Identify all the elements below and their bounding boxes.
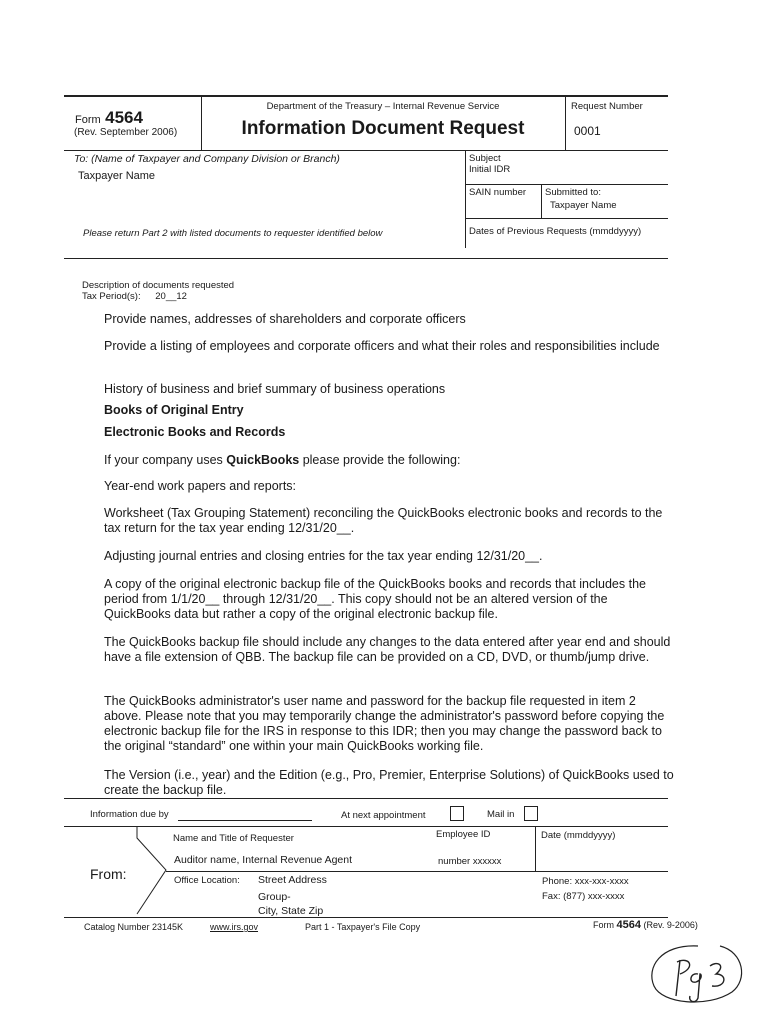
date-divider	[535, 826, 536, 871]
item-history	[104, 382, 674, 397]
mail-in-label: Mail in	[487, 809, 515, 820]
subject-bottom-rule	[465, 184, 668, 185]
item-adjusting-entries	[104, 549, 674, 564]
form-ref-num: 4564	[616, 919, 641, 931]
item-admin-password	[104, 694, 674, 754]
item-shareholders	[104, 312, 674, 327]
agency-name: Department of the Treasury – Internal Revenue Service	[266, 101, 500, 112]
due-top-rule	[64, 798, 668, 799]
item-text: Provide names, addresses of shareholders and corporate officers	[104, 312, 466, 326]
office-line-3: City, State Zip	[258, 905, 324, 917]
item-text: Provide a listing of employees and corporate officers and what their roles and responsibilities include	[104, 339, 660, 353]
item-text: Adjusting journal entries and closing entries for the tax year ending 12/31/20__.	[104, 549, 543, 563]
sain-divider	[541, 184, 542, 218]
form-title: Information Document Request	[241, 118, 525, 139]
tax-period-block	[82, 291, 187, 302]
info-due-label: Information due by	[90, 809, 169, 820]
from-bracket	[136, 826, 170, 918]
requester-value: Auditor name, Internal Revenue Agent	[174, 854, 353, 866]
tax-period-label: Tax Period(s):	[82, 291, 141, 302]
info-due-line	[178, 820, 312, 821]
item-year-end	[104, 479, 674, 494]
from-label: From:	[90, 866, 127, 882]
submitted-to-value: Taxpayer Name	[550, 200, 617, 211]
quickbooks-intro-post: please provide the following:	[299, 453, 461, 467]
item-text: Worksheet (Tax Grouping Statement) reconciling the QuickBooks electronic books and records to the tax return for the tax year ending 12/31/20__.	[104, 506, 663, 535]
subject-label: Subject	[469, 153, 501, 164]
employee-id-value: number xxxxxx	[438, 856, 502, 867]
tax-period-value: 20__12	[155, 291, 187, 302]
request-number-value: 0001	[574, 124, 601, 138]
requester-label: Name and Title of Requester	[173, 833, 294, 844]
from-mid-rule	[166, 871, 668, 872]
quickbooks-intro-pre: If your company uses	[104, 453, 227, 467]
submitted-to-label: Submitted to:	[545, 187, 601, 198]
next-appointment-label: At next appointment	[341, 810, 426, 821]
form-number: 4564	[105, 108, 143, 127]
item-text: Year-end work papers and reports:	[104, 479, 297, 493]
taxpayer-name: Taxpayer Name	[78, 170, 156, 182]
item-backup-changes	[104, 635, 674, 665]
office-label: Office Location:	[174, 875, 240, 886]
previous-requests-label: Dates of Previous Requests (mmddyyyy)	[469, 226, 642, 237]
item-employees	[104, 339, 674, 354]
return-note: Please return Part 2 with listed documents to requester identified below	[83, 228, 383, 239]
mail-in-checkbox[interactable]	[524, 806, 538, 821]
sain-label: SAIN number	[469, 187, 527, 198]
item-text: A copy of the original electronic backup file of the QuickBooks books and records that includes the period from 1/1/20__ through 12/31/20__. This copy should not be an altered version of the QuickBooks data but rather a copy of the original electronic backup file.	[104, 577, 646, 621]
item-text: Books of Original Entry	[104, 403, 244, 417]
next-appointment-checkbox[interactable]	[450, 806, 464, 821]
item-text: The Version (i.e., year) and the Edition (e.g., Pro, Premier, Enterprise Solutions) of QuickBooks used to create the backup file.	[104, 768, 674, 797]
handwritten-page-mark	[640, 938, 750, 1010]
office-line-2: Group-	[258, 891, 291, 903]
irs-website-link[interactable]: www.irs.gov	[210, 922, 259, 932]
item-worksheet	[104, 506, 674, 536]
phone: Phone: xxx-xxx-xxxx	[542, 876, 629, 887]
header-divider-right	[565, 95, 566, 150]
to-label: To: (Name of Taxpayer and Company Division or Branch)	[74, 153, 340, 165]
item-version-edition	[104, 768, 674, 798]
right-panel-divider	[465, 150, 466, 248]
employee-id-label: Employee ID	[436, 829, 491, 840]
sain-bottom-rule	[465, 218, 668, 219]
item-text: The QuickBooks administrator's user name and password for the backup file requested in item 2 above. Please note that you may temporarily change the administrator's password before copying the electronic backup file for the IRS in response to this IDR; then you may change the password back to the original “standard” one within your main QuickBooks working file.	[104, 694, 665, 753]
date-label: Date (mmddyyyy)	[541, 830, 616, 841]
footer-top-rule	[64, 917, 668, 918]
form-revision: (Rev. September 2006)	[74, 127, 178, 138]
item-books-original-entry	[104, 403, 674, 418]
header-top-rule	[64, 95, 668, 97]
office-line-1: Street Address	[258, 874, 327, 886]
item-text: History of business and brief summary of business operations	[104, 382, 446, 396]
item-text: The QuickBooks backup file should include any changes to the data entered after year end and should have a file extension of QBB. The backup file can be provided on a CD, DVD, or thumb/jump drive.	[104, 635, 671, 664]
to-block-bottom-rule	[64, 258, 668, 259]
item-quickbooks-intro	[104, 453, 674, 468]
form-ref-pre: Form	[593, 920, 617, 930]
form-reference	[593, 919, 698, 931]
header-bottom-rule	[64, 150, 668, 151]
form-label: Form	[75, 114, 101, 126]
fax: Fax: (877) xxx-xxxx	[542, 891, 625, 902]
request-number-label: Request Number	[571, 101, 643, 112]
catalog-number: Catalog Number 23145K	[84, 922, 184, 932]
form-ref-post: (Rev. 9-2006)	[640, 920, 698, 930]
item-electronic-books	[104, 425, 674, 440]
item-text: Electronic Books and Records	[104, 425, 286, 439]
quickbooks-intro-bold: QuickBooks	[226, 453, 300, 467]
form-number-block	[75, 108, 143, 128]
item-text	[104, 453, 674, 468]
subject-value: Initial IDR	[469, 164, 511, 175]
part-label: Part 1 - Taxpayer's File Copy	[305, 922, 421, 932]
item-backup-copy	[104, 577, 674, 622]
description-label: Description of documents requested	[82, 280, 235, 291]
